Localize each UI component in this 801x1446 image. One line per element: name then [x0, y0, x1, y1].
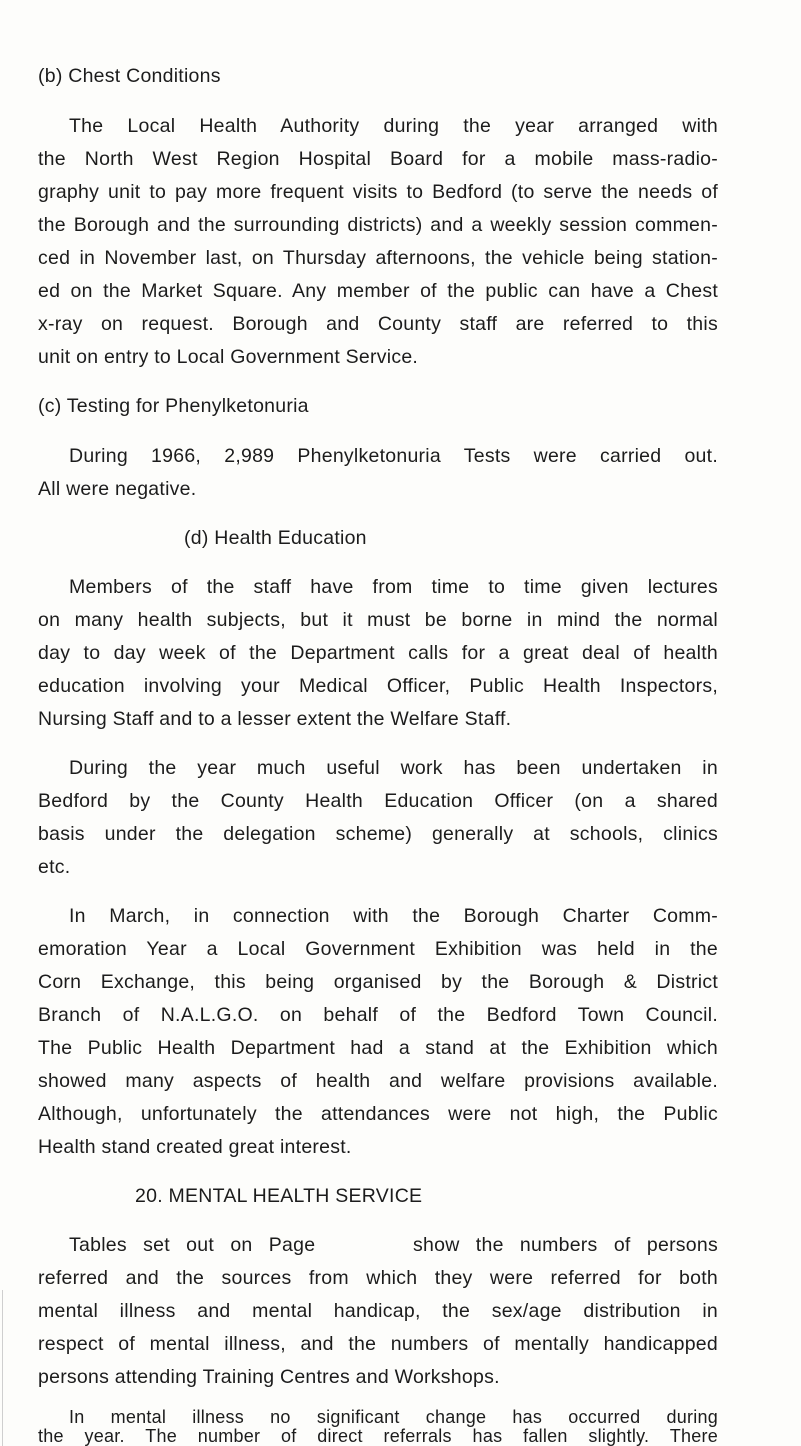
section-b-heading: (b) Chest Conditions [38, 65, 221, 87]
text-line: showed many aspects of health and welfare provisions available. [38, 1070, 718, 1092]
mental-health-heading: 20. MENTAL HEALTH SERVICE [135, 1185, 423, 1207]
text-line: basis under the delegation scheme) generally at schools, clinics [38, 823, 718, 845]
text-line: Tables set out on Page show the numbers of persons [69, 1234, 718, 1256]
text-line: x-ray on request. Borough and County staff are referred to this [38, 313, 718, 335]
text-line: Branch of N.A.L.G.O. on behalf of the Bedford Town Council. [38, 1004, 718, 1026]
text-line: on many health subjects, but it must be borne in mind the normal [38, 609, 718, 631]
text-line: The Public Health Department had a stand at the Exhibition which [38, 1037, 718, 1059]
text-line: Although, unfortunately the attendances were not high, the Public [38, 1103, 718, 1125]
text-line: mental illness and mental handicap, the sex/age distribution in [38, 1300, 718, 1322]
text-line: graphy unit to pay more frequent visits to Bedford (to serve the needs of [38, 181, 718, 203]
text-line: referred and the sources from which they were referred for both [38, 1267, 718, 1289]
text-line: emoration Year a Local Government Exhibition was held in the [38, 938, 718, 960]
text-line: day to day week of the Department calls for a great deal of health [38, 642, 718, 664]
text-line: Health stand created great interest. [38, 1136, 352, 1158]
text-line: ed on the Market Square. Any member of the public can have a Chest [38, 280, 718, 302]
text-line: persons attending Training Centres and Workshops. [38, 1366, 500, 1388]
text-line: In mental illness no significant change has occurred during [69, 1407, 718, 1427]
section-d-heading: (d) Health Education [184, 527, 367, 549]
section-c-heading: (c) Testing for Phenylketonuria [38, 395, 309, 417]
text-line: unit on entry to Local Government Service. [38, 346, 419, 368]
scan-edge-line [2, 1290, 3, 1446]
text-line: the year. The number of direct referrals has fallen slightly. There [38, 1426, 718, 1446]
text-line: The Local Health Authority during the year arranged with [69, 115, 718, 137]
text-line: respect of mental illness, and the numbers of mentally handicapped [38, 1333, 718, 1355]
text-line: Nursing Staff and to a lesser extent the Welfare Staff. [38, 708, 512, 730]
text-line: Members of the staff have from time to time given lectures [69, 576, 718, 598]
text-line: All were negative. [38, 478, 197, 500]
text-line: etc. [38, 856, 71, 878]
text-line: the Borough and the surrounding districts) and a weekly session commen- [38, 214, 718, 236]
text-line: ced in November last, on Thursday afternoons, the vehicle being station- [38, 247, 718, 269]
text-line: the North West Region Hospital Board for a mobile mass-radio- [38, 148, 718, 170]
text-line: Corn Exchange, this being organised by the Borough & District [38, 971, 718, 993]
text-line: During the year much useful work has been undertaken in [69, 757, 718, 779]
text-line: education involving your Medical Officer, Public Health Inspectors, [38, 675, 718, 697]
text-line: In March, in connection with the Borough Charter Comm- [69, 905, 718, 927]
text-line: Bedford by the County Health Education Officer (on a shared [38, 790, 718, 812]
text-line: During 1966, 2,989 Phenylketonuria Tests were carried out. [69, 445, 718, 467]
